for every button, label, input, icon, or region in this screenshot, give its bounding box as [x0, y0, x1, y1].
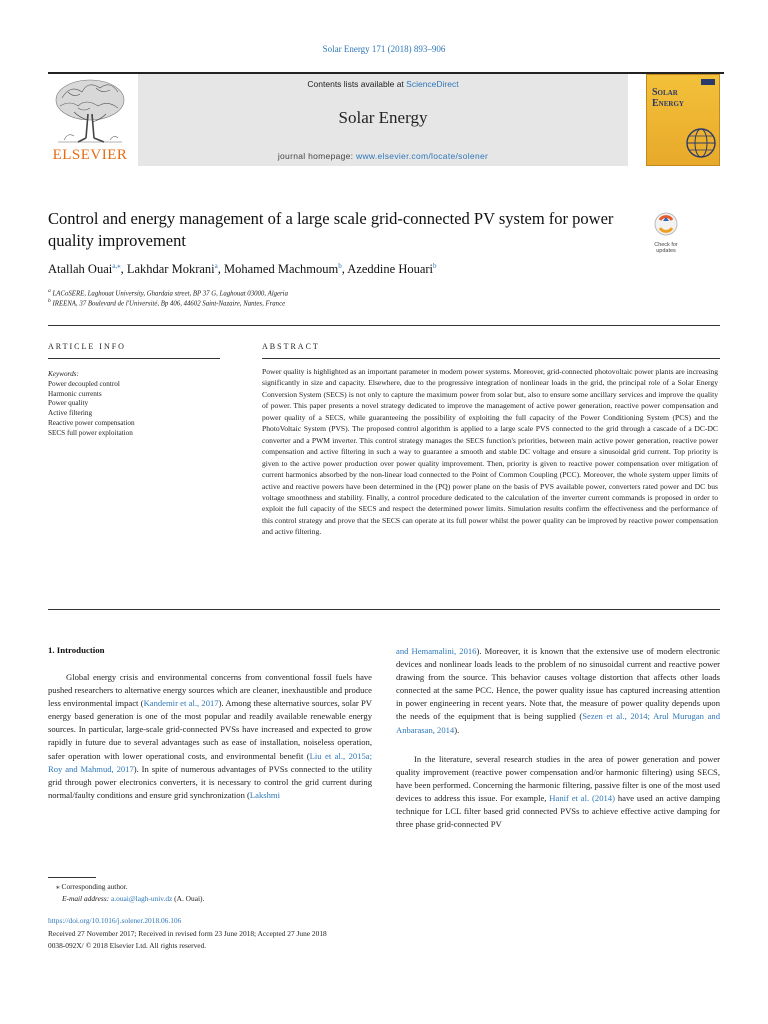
keyword-item: Reactive power compensation: [48, 418, 135, 427]
affiliation-text: IREENA, 37 Boulevard de l'Université, Bp 406, 44602 Saint-Nazaire, Nantes, France: [52, 300, 286, 308]
abstract-rule: [262, 358, 720, 359]
body-text: ).: [454, 724, 460, 735]
author-name[interactable]: Lakhdar Mokrani: [126, 262, 215, 277]
article-title: Control and energy management of a large scale grid-connected PV system for power quality improvement: [48, 209, 614, 250]
publisher-name: ELSEVIER: [52, 147, 128, 163]
keyword-item: SECS full power exploitation: [48, 428, 133, 437]
author-affiliation-mark[interactable]: a,⁎: [112, 262, 121, 270]
article-info-heading: ARTICLE INFO: [48, 342, 126, 351]
doi-text[interactable]: https://doi.org/10.1016/j.solener.2018.06.106: [48, 916, 182, 925]
citation-link[interactable]: Lakshmi: [249, 789, 280, 800]
affiliation-text: LACoSERE, Laghouat University, Ghardaia street, BP 37 G, Laghouat 03000, Algeria: [52, 290, 288, 298]
citation-link[interactable]: Liu et al., 2015a; Roy and Mahmud, 2017: [48, 750, 372, 774]
sciencedirect-link[interactable]: ScienceDirect: [406, 79, 459, 89]
received-dates: Received 27 November 2017; Received in revised form 23 June 2018; Accepted 27 June 2018: [48, 929, 327, 938]
journal-reference[interactable]: Solar Energy 171 (2018) 893–906: [322, 44, 446, 54]
check-for-updates-badge[interactable]: [646, 211, 686, 255]
email-label: E-mail address:: [62, 894, 111, 903]
abstract-heading: ABSTRACT: [262, 342, 320, 351]
keyword-item: Active filtering: [48, 409, 93, 418]
body-text: ). In spite of numerous advantages of PVSs connected to the utility grid through power electronics converters, it is necessary to control the grid current during normal/faulty conditions and ensure grid synchronization (: [48, 763, 373, 800]
body-text: In the literature, several research studies in the area of power generation and power quality improvement (reactive power compensation and/or harmonic filtering) using SECS, have been performed. Concerning the harmonic filtering, passive filter is one of the most used devices to address this issue. For example,: [396, 754, 720, 804]
contents-line: [138, 79, 628, 89]
journal-name: Solar Energy: [338, 108, 428, 127]
cover-title-line-2: Energy: [652, 98, 684, 109]
intro-paragraph-2: [396, 753, 720, 832]
globe-icon: [685, 125, 717, 161]
elsevier-tree-icon: [48, 74, 132, 146]
journal-cover-thumbnail[interactable]: [646, 74, 720, 166]
cover-badge: [701, 79, 715, 85]
author-name[interactable]: Azeddine Houari: [347, 262, 434, 277]
body-text: ). Among these alternative sources, solar PV energy based generation is one of the most popular and readily available renewable energy sources. In particular, large-scale grid-connected PVSs have increased and expected to grow rapidly in future due to several advantages such as ease of installation, noiseless operation, safer operation with lower operational costs, and environmental benefit (: [48, 698, 372, 761]
introduction-heading: 1. Introduction: [48, 645, 105, 655]
homepage-link[interactable]: www.elsevier.com/locate/solener: [356, 151, 489, 161]
keyword-item: Power decoupled control: [48, 379, 120, 388]
citation-link[interactable]: Sezen et al., 2014; Arul Murugan and Anbarasan, 2014: [396, 711, 720, 735]
author-name[interactable]: Atallah Ouai: [48, 262, 113, 277]
abstract-bottom-rule: [48, 609, 720, 610]
doi-link[interactable]: [48, 916, 448, 925]
keywords-label: Keywords:: [48, 370, 79, 378]
article-info-rule: [48, 358, 220, 359]
author-affiliation-mark[interactable]: b: [338, 262, 342, 270]
contents-prefix: Contents lists available at: [307, 79, 407, 89]
affiliation-mark: a: [48, 288, 51, 294]
citation-link[interactable]: Kandemir et al., 2017: [143, 698, 219, 709]
cover-title: [652, 87, 684, 109]
intro-paragraph-1-cont: [396, 645, 720, 737]
keywords-block: [48, 370, 218, 439]
author-affiliation-mark[interactable]: b: [433, 262, 437, 270]
section-rule: [48, 325, 720, 326]
author-list: [48, 262, 648, 277]
keyword-item: Power quality: [48, 399, 89, 408]
email-link[interactable]: a.ouai@lagh-univ.dz: [111, 894, 173, 903]
email-line: [62, 894, 462, 903]
elsevier-logo[interactable]: [48, 74, 132, 166]
author-name[interactable]: Mohamed Machmoum: [224, 262, 339, 277]
citation-link[interactable]: and Hemamalini, 2016: [396, 646, 477, 656]
affiliation-b: [48, 298, 648, 307]
check-updates-icon: [646, 211, 686, 237]
corresponding-author-note: ⁎ Corresponding author.: [56, 882, 128, 891]
author-affiliation-mark[interactable]: a: [214, 262, 218, 270]
cover-title-line-1: Solar: [652, 87, 678, 98]
author-separator: ,: [341, 262, 348, 277]
affiliation-a: [48, 288, 648, 297]
homepage-line: [138, 151, 628, 161]
homepage-prefix: journal homepage:: [277, 151, 357, 161]
keyword-item: Harmonic currents: [48, 389, 102, 398]
body-text: Global energy crisis and environmental concerns from conventional fossil fuels have pushed researchers to alternative energy sources which are cleaner, inexhaustible and produce less environmental impact (: [48, 672, 372, 709]
email-suffix: (A. Ouai).: [172, 894, 205, 903]
check-updates-label: Check for updates: [654, 242, 678, 254]
citation-link[interactable]: Hanif et al. (2014): [549, 793, 615, 804]
copyright: 0038-092X/ © 2018 Elsevier Ltd. All rights reserved.: [48, 941, 207, 950]
intro-paragraph-1: [48, 671, 372, 802]
body-text: ). Moreover, it is known that the extensive use of modern electronic devices and nonlinear loads leads to the problem of no sinusoidal current and reactive power drawing from the source. This behavior causes voltage distortion that affects other loads connected at the same PCC. Hence, the power quality issue has captured increasing attention in power engineering in recent years. Note that, the measure of power quality depends upon the needs of the equipment that is being supplied (: [396, 646, 720, 722]
author-separator: ,: [120, 262, 127, 277]
affiliation-mark: b: [48, 298, 51, 304]
footnote-rule: [48, 877, 96, 878]
abstract-text: Power quality is highlighted as an important parameter in modern power systems. Moreover, grid-connected photovoltaic power plants are increasing significantly in size and capacity. Elsewhere, due to the progressive integration of nonlinear loads in the grid, the principal role of a Solar Energy Conversion System (SECS) is not only to capture the maximum power from solar but, also to ensure some ancillary services and improve the quality of power. This paper presents a novel strategy dedicated to improve the management of active power generation, reactive power compensation and power quality of a SECS, while guaranteeing the possibility of exploiting the full capacity of the Power Conditioning System (PCS) and the PhotoVoltaic System (PVS). The proposed control algorithm is applied to a large scale PVS connected to the grid through a cascade of a DC-DC converter and a PWM inverter. This control strategy manages the SECS function's priorities, between main active power generation, reactive power compensation and active filtering in such a way to guarantee a smooth and stable DC voltage and ensure a sinusoidal grid current. Top priority is given to the active power production over power quality improvement. Then, priority is given to reactive power compensation over mitigation of current harmonics absorbed by the non-linear load connected to the Point of Common Coupling (PCC). Moreover, the whole system upper limits of active and reactive powers have been determined in the (PQ) power plane on the basis of PVS available power, converters rated power and DC bus voltage smoothness and stability. Finally, a control procedure dedicated to the calculation of the inverter current commands is proposed in order to exploit the full capacity of the SECS and respect the determined power limits. Simulation results confirm the effectiveness and the performance of this control strategy and prove that the SECS can operate at its full power whilst the power quality can be improved by reactive power compensation and active filtering.: [262, 367, 718, 537]
body-text: have used an active damping technique for LCL filter based grid connected PVSs to achieve effective active damping for three phase grid-connected PV: [396, 793, 720, 830]
author-separator: ,: [217, 262, 225, 277]
